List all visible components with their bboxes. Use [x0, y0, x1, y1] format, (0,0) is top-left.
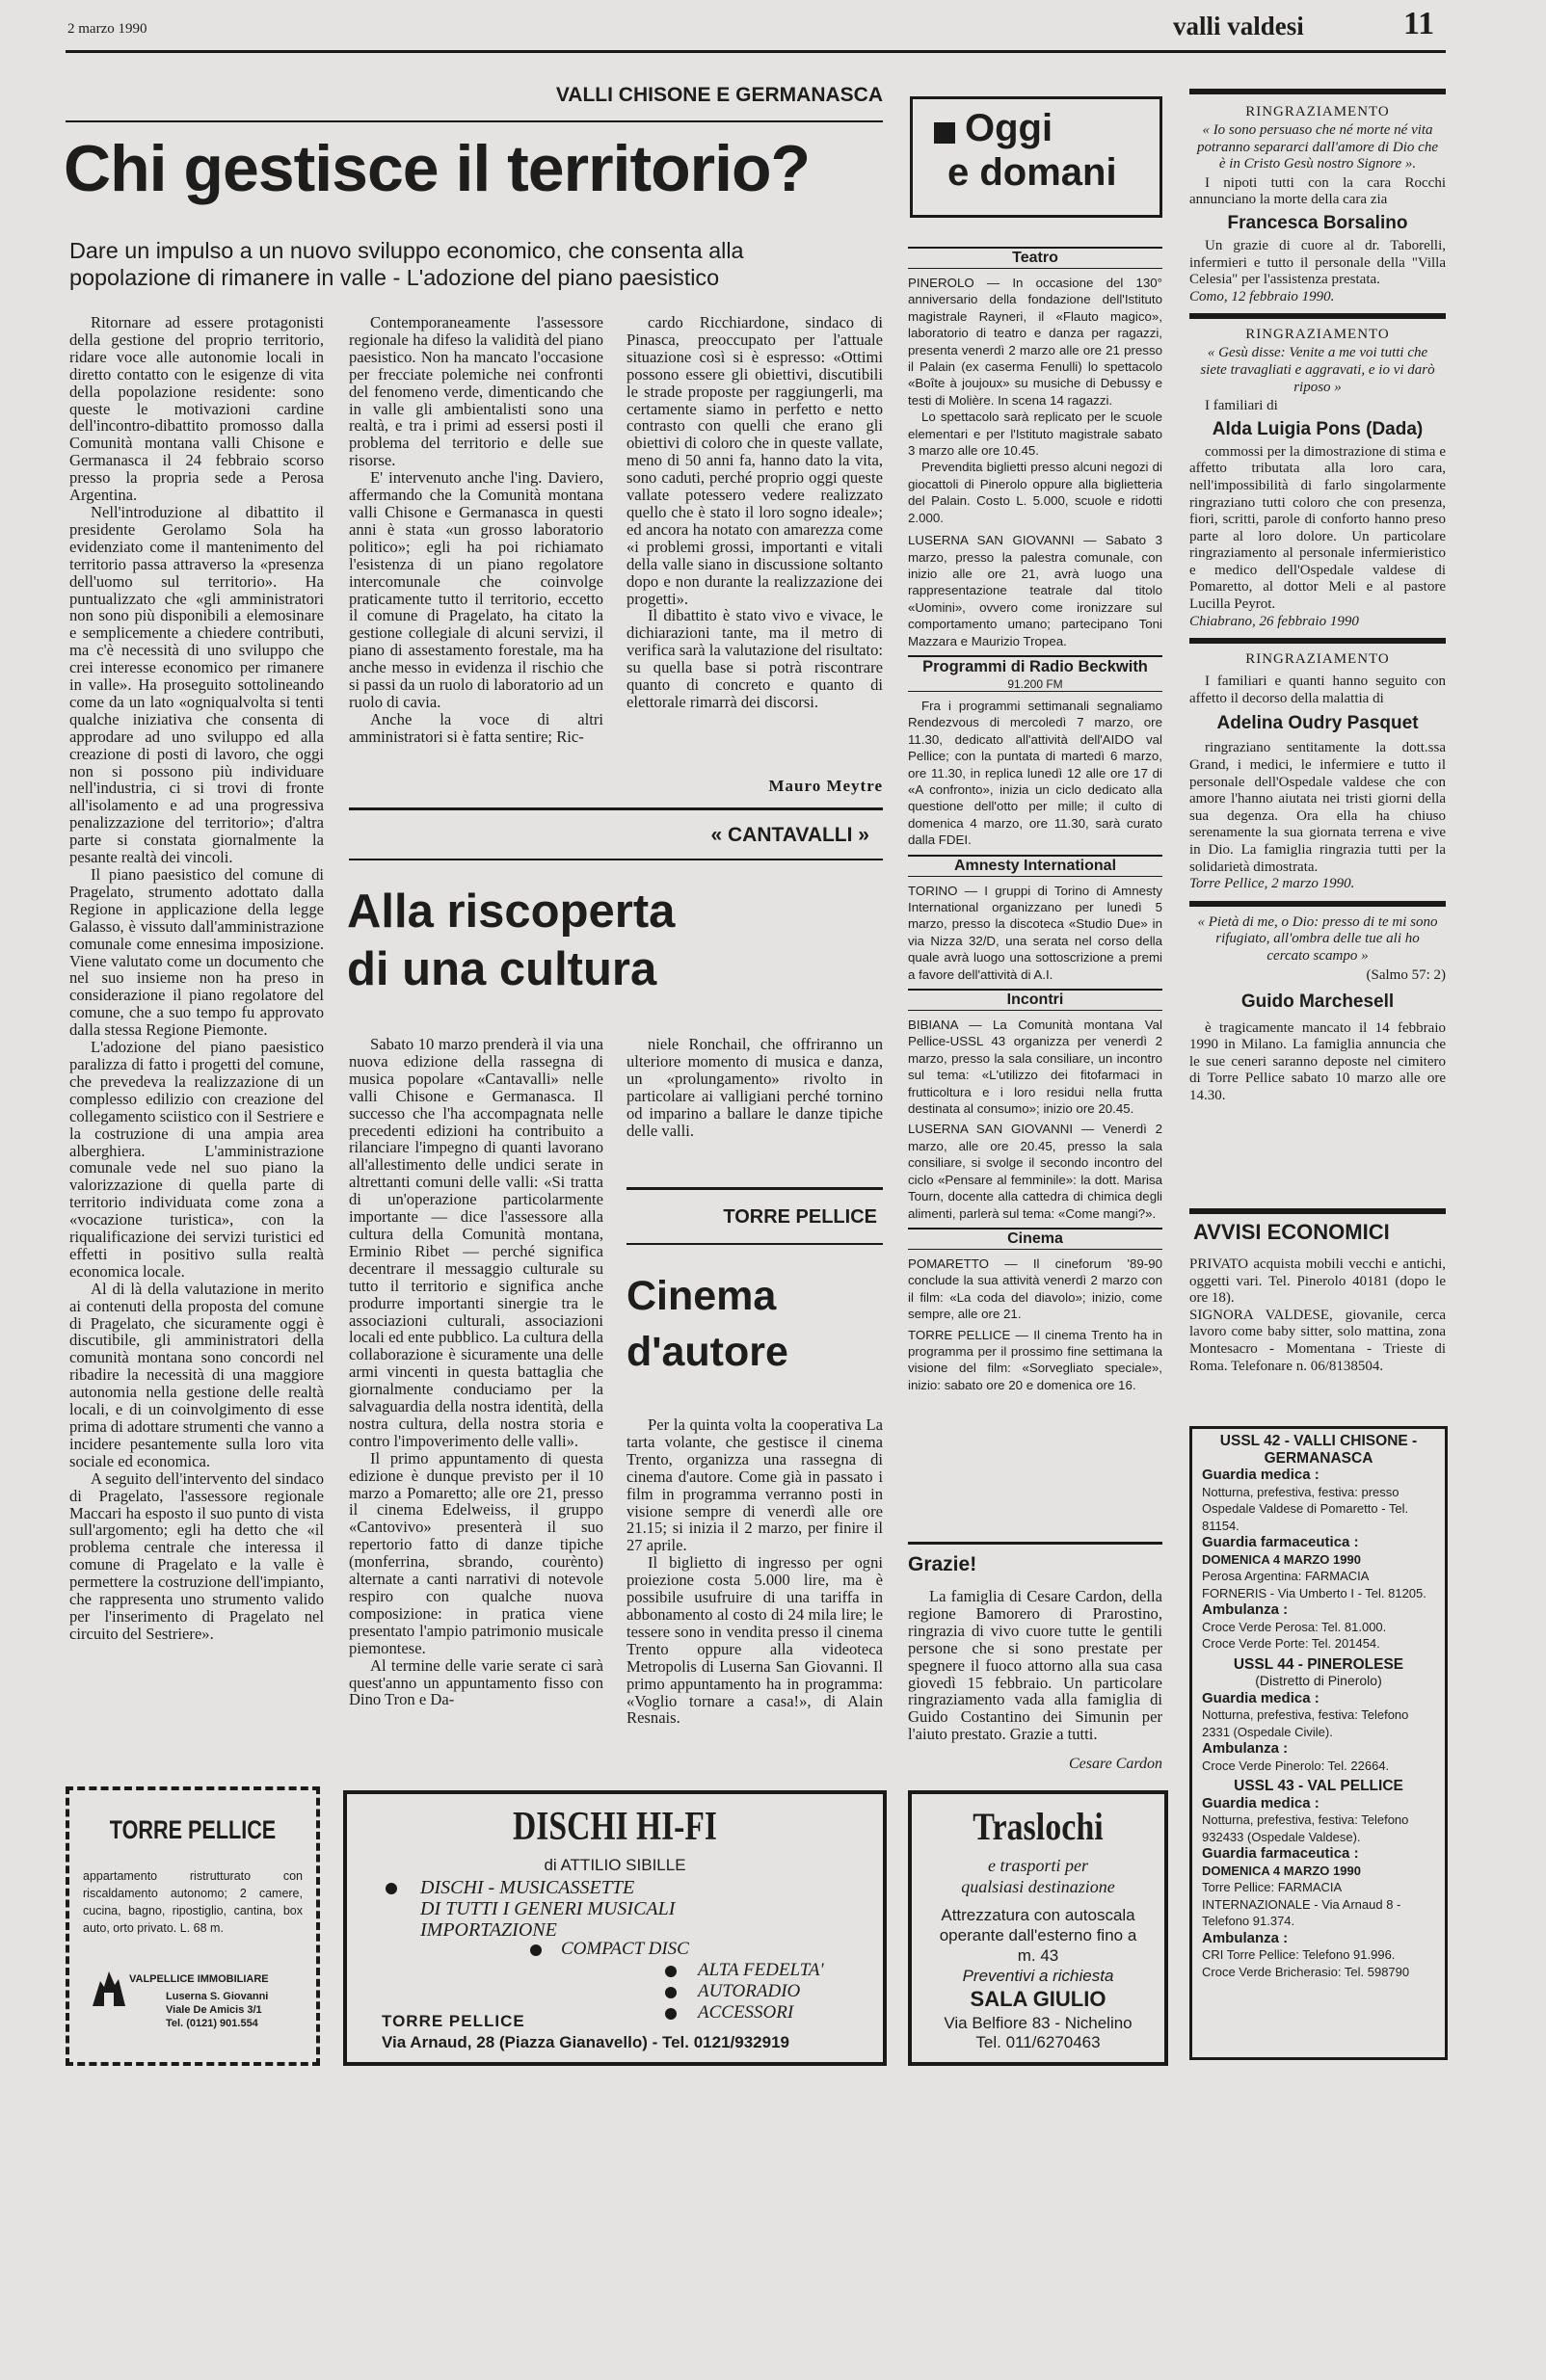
ussl-line: Torre Pellice: FARMACIA INTERNAZIONALE - Via Arnaud 8 - Telefono 91.374.: [1202, 1880, 1401, 1928]
paragraph: Per la quinta volta la cooperativa La tarta volante, che gestisce il cinema Trento, organizza una rassegna di cinema d'autore. Come già in passato i film in programma verranno posti in visione sempre di venerdì alle ore 21.15; si inizia il 2 marzo, per finire il 27 aprile.: [626, 1416, 883, 1555]
article1-subtitle: [69, 237, 889, 291]
ad-traslochi-address: Via Belfiore 83 - Nichelino: [944, 2014, 1133, 2032]
avvisi-list: [1189, 1256, 1446, 1375]
ad-torre-agency: VALPELLICE IMMOBILIARE: [129, 1973, 269, 1985]
article1-col3: [626, 314, 883, 767]
ad-dischi: [343, 1790, 887, 2066]
paragraph: E' intervenuto anche l'ing. Daviero, affermando che la Comunità montana valli Chisone e Germanasca in questi anni è stata «un grosso laboratorio politico»; egli ha poi richiamato l'esistenza di un piano regolatore intercomunale che coinvolge praticamente tutto il territorio, eccetto il comune di Pragelato, ha citato la gestione collegiale di alcuni servizi, il piano di assestamento forestale, ma ha anche messo in evidenza il rischio che si passi da un ruolo di laboratorio ad un ruolo di cavia.: [349, 468, 603, 711]
article2-col2: [626, 1036, 883, 1171]
bullet-icon: [386, 1883, 397, 1894]
article2-title-line1: Alla riscoperta: [347, 886, 676, 938]
ussl-line: Croce Verde Perosa: Tel. 81.000.: [1202, 1619, 1387, 1634]
paragraph: Sabato 10 marzo prenderà il via una nuova edizione della rassegna di musica popolare «Cantavalli» nelle valli Chisone e Germanasca. Il successo che l'ha accompagnata nelle precedenti edizioni ha contribuito a rilanciare l'impegno di quanti lavorano all'allestimento delle undici serate in altrettanti comuni delle valli: «Si tratta di un'operazione particolarmente importante — dice l'assessore alla cultura della Comunità montana, Erminio Ribet — perché significa decentrare il messaggio culturale su tutto il territorio e significa anche produrre importanti sinergie tra le associazioni culturali, associazioni locali ed ente pubblico. La cultura della collaborazione è sicuramente una delle armi vincenti in questa battaglia che giornalmente conduciamo per la salvaguardia della nostra identità, della nostra cultura, della nostra storia e contro l'impoverimento delle valli».: [349, 1036, 603, 1450]
listing: POMARETTO — Il cineforum '89-90 conclude la sua attività venerdì 2 marzo con il film: «La coda del diavolo»; inizio, come sempre, alle ore 21.: [908, 1256, 1162, 1322]
paragraph: Ritornare ad essere protagonisti della gestione del proprio territorio, ridare voce alle autonomie locali in diretto contatto con le esigenze di vita della popolazione residente: sono queste le motivazioni cardine dell'incontro-dibattito promosso dalla Comunità montana valli Chisone e Germanasca il 24 febbraio scorso presso la propria sede a Perosa Argentina.: [69, 314, 324, 505]
thanks-intro: I nipoti tutti con la cara Rocchi annunciano la morte della cara zia: [1189, 174, 1446, 208]
deceased-name: Alda Luigia Pons (Dada): [1212, 418, 1424, 439]
listing: BIBIANA — La Comunità montana Val Pellice-USSL 43 organizza per venerdì 2 marzo, presso la sala consiliare, un incontro sul tema: «L'utilizzo dei fitofarmaci in frutticoltura e i loro residui nella frutta destinata al consumo»; inizio ore 20.45.: [908, 1018, 1162, 1117]
section-head-teatro: Teatro: [908, 247, 1162, 269]
article2-kicker-rule: [349, 859, 883, 860]
bullet-icon: [665, 1966, 677, 1977]
thanks-quote: « Io sono persuaso che né morte né vita potranno separarci dall'amore di Dio che è in Cristo Gesù nostro Signore ».: [1197, 122, 1438, 172]
thanks-text: commossi per la dimostrazione di stima e affetto tributata alla loro cara, nell'impossibilità di farlo singolarmente ringraziano tutti coloro che con presenza, fiori, scritti, parole di conforto hanno preso parte al loro dolore. Un particolare ringraziamento al personale infermieristico e medico dell'Ospedale valdese di Pomaretto, al dottor Meli e al pastore Lucilla Peyrot.: [1189, 443, 1446, 613]
grazie-title: Grazie!: [908, 1553, 977, 1575]
ussl-line: CRI Torre Pellice: Telefono 91.996.: [1202, 1947, 1396, 1962]
article1-subtitle-line1: Dare un impulso a un nuovo sviluppo economico, che consenta alla: [69, 238, 744, 263]
grazie-text: [908, 1588, 1162, 1743]
thanks-quote: « Gesù disse: Venite a me voi tutti che siete travagliati e aggravati, e io vi darò riposo »: [1200, 345, 1435, 395]
article3-title-line2: d'autore: [626, 1329, 788, 1375]
ad-traslochi-sub2: qualsiasi destinazione: [961, 1877, 1115, 1896]
article3-title-line1: Cinema: [626, 1273, 777, 1319]
ussl-title: USSL 44 - PINEROLESE: [1233, 1655, 1404, 1673]
thanks-place: Torre Pellice, 2 marzo 1990.: [1189, 876, 1355, 892]
section-head-amnesty: Amnesty International: [908, 855, 1162, 877]
bullet-icon: [665, 2008, 677, 2020]
oggi-listings: [908, 247, 1162, 1759]
section-head-incontri: Incontri: [908, 989, 1162, 1011]
ussl-line: Croce Verde Pinerolo: Tel. 22664.: [1202, 1758, 1390, 1773]
oggi-title-line1: Oggi: [965, 107, 1053, 149]
article1-subtitle-line2: popolazione di rimanere in valle - L'adozione del piano paesistico: [69, 265, 720, 290]
thanks-text: è tragicamente mancato il 14 febbraio 1990 in Milano. La famiglia annuncia che le sue ceneri saranno deposte nel cimitero di Torre Pellice sabato 10 marzo alle ore 14.30.: [1189, 1019, 1446, 1103]
thanks-divider: [1189, 638, 1446, 644]
ad-traslochi-sub1: e trasporti per: [987, 1856, 1088, 1875]
listing: PINEROLO — In occasione del 130° anniversario della fondazione dell'Istituto magistrale Rayneri, il «Flauto magico», laboratorio di teatro e danza per ragazzi, presenta venerdì 2 marzo alle ore 21 presso il Palain (ex caserma Fenulli) lo spettacolo «Boîte à joujoux» su musiche di Debussy e testi di Molière. In scena 14 ragazzi.: [908, 276, 1162, 408]
ussl-line: Croce Verde Bricherasio: Tel. 598790: [1202, 1964, 1410, 1979]
avvisi-title: AVVISI ECONOMICI: [1193, 1220, 1390, 1244]
ad-traslochi-phone: Tel. 011/6270463: [975, 2033, 1101, 2051]
avviso: SIGNORA VALDESE, giovanile, cerca lavoro come baby sitter, solo mattina, zona Montesacro - Momentana - Trieste di Roma. Telefonare n. 06/8138504.: [1189, 1307, 1446, 1374]
listing: Prevendita biglietti presso alcuni negozi di giocattoli di Pinerolo oppure alla biglietteria del Palain. Costo L. 5.000, scuole e ridotti 2.000.: [908, 460, 1162, 525]
listing: LUSERNA SAN GIOVANNI — Venerdì 2 marzo, alle ore 20.45, presso la sala consiliare, si svolge il secondo incontro del ciclo «Pensare al femminile»: la dott. Marisa Tourn, docente alla cattedra di chimica degli alimenti, parlerà sul tema: «Come mangi?».: [908, 1122, 1162, 1221]
ad-traslochi: [908, 1790, 1168, 2066]
avvisi-top-rule: [1189, 1208, 1446, 1214]
oggi-title-line2: e domani: [947, 151, 1117, 194]
ad-dischi-title: DISCHI HI-FI: [513, 1805, 717, 1849]
thanks-place: Como, 12 febbraio 1990.: [1189, 288, 1335, 304]
article3-kicker: TORRE PELLICE: [723, 1206, 877, 1228]
article2-title: [347, 883, 883, 998]
article2-kicker: « CANTAVALLI »: [710, 824, 869, 846]
article3-kicker-rule: [626, 1243, 883, 1245]
thanks-divider: [1189, 313, 1446, 319]
ussl-heading: Guardia medica :: [1202, 1467, 1319, 1483]
ad-traslochi-line4: Preventivi a richiesta: [962, 1967, 1114, 1985]
listing: Fra i programmi settimanali segnaliamo Rendezvous di mercoledì 7 marzo, ore 11.30, dedicato all'attività dell'AIDO val Pellice; con la puntata di martedì 6 marzo, ore 11.30, in replica lunedì 12 alle ore 17 di «A confronto», inizia un ciclo dedicato alla questione dell'otto per mille; il culto di domenica 4 marzo, ore 11.30, sarà curato dalla FDEI.: [908, 698, 1162, 848]
ad-torre-text: appartamento ristrutturato con riscaldamento autonomo; 2 camere, cucina, bagno, ripostiglio, cantina, box auto, orto privato. L. 68 m.: [83, 1869, 303, 1935]
ad-traslochi-line1: Attrezzatura con autoscala: [941, 1906, 1135, 1924]
listing: Lo spettacolo sarà replicato per le scuole elementari e per l'Istituto magistrale sabato 3 marzo alle ore 10.45.: [908, 410, 1162, 459]
grazie-sign: Cesare Cardon: [1068, 1756, 1162, 1772]
ad-dischi-line6: AUTORADIO: [698, 1981, 801, 2001]
article3-title: [626, 1268, 883, 1380]
thanks-quote: « Pietà di me, o Dio: presso di te mi sono rifugiato, all'ombra delle tue ali ho cercato scampo »: [1197, 913, 1438, 964]
ad-dischi-by: di ATTILIO SIBILLE: [544, 1856, 686, 1874]
article1-title: Chi gestisce il territorio?: [64, 132, 811, 205]
radio-frequency: 91.200 FM: [908, 677, 1162, 692]
ussl-line: Notturna, prefestiva, festiva: presso Ospedale Valdese di Pomaretto - Tel. 81154.: [1202, 1484, 1409, 1533]
paragraph: Il primo appuntamento di questa edizione è dunque previsto per il 10 marzo a Pomaretto; alle ore 21, presso il cinema Edelweiss, il gruppo «Cantovivo» presenterà il suo repertorio fatto di danze tipiche (monferrina, sbrando, courènto) alternate a canti narrativi di notevole respiro con qualche nuova composizione: in pratica viene presentato l'ampio patrimonio musicale piemontese.: [349, 1448, 603, 1657]
thanks-heading: RINGRAZIAMENTO: [1245, 104, 1390, 119]
paragraph: Contemporaneamente l'assessore regionale ha difeso la validità del piano paesistico. Non ha mancato l'occasione per frecciate polemiche nei confronti del fenomeno verde, dimenticando che in valle gli ambientalisti sono una realtà, e tra i primi ad essersi posti il problema del territorio e delle sue risorse.: [349, 314, 603, 470]
ussl-line: Notturna, prefestiva, festiva: Telefono 932433 (Ospedale Valdese).: [1202, 1812, 1409, 1844]
paragraph: La famiglia di Cesare Cardon, della regione Bamorero di Prarostino, ringrazia di vivo cuore tutte le gentili persone che si sono prestate per spegnere il fuoco attorno alla sua casa giovedì 15 febbraio. Un particolare ringraziamento vada alla famiglia di Guido Costantino dei Simunin per l'aiuto prestato. Grazie a tutti.: [908, 1587, 1162, 1744]
ad-traslochi-line3: m. 43: [1017, 1946, 1059, 1965]
thanks-heading: RINGRAZIAMENTO: [1245, 327, 1390, 343]
ussl-title: USSL 43 - VAL PELLICE: [1234, 1778, 1403, 1794]
deceased-name: Adelina Oudry Pasquet: [1216, 713, 1419, 734]
bullet-icon: [530, 1944, 542, 1956]
bullet-icon: [665, 1987, 677, 1998]
listing: LUSERNA SAN GIOVANNI — Sabato 3 marzo, presso la palestra comunale, con inizio alle ore 21, avrà luogo una rappresentazione teatrale dal titolo «Uomini», ovvero come ironizzare sul comportamento umano; partecipano Toni Mazzara e Maurizio Tropea.: [908, 533, 1162, 648]
ad-torre-address2: Viale De Amicis 3/1: [166, 2004, 262, 2016]
oggi-domani-box: [910, 96, 1162, 218]
ad-dischi-line7: ACCESSORI: [698, 2002, 794, 2023]
thanks-text: ringraziano sentitamente la dott.ssa Grand, i medici, le infermiere e tutto il personale dell'Ospedale valdese che con amore l'hanno aiutata nei tristi giorni della sua degenza. Ora ella ha chiuso serenamente la sua giornata terrena e vive in Dio. La famiglia ringrazia tutti per la solidarietà dimostrata.: [1189, 740, 1446, 875]
ad-dischi-address: Via Arnaud, 28 (Piazza Gianavello) - Tel. 0121/932919: [382, 2033, 789, 2051]
ussl-box: [1189, 1426, 1448, 2060]
paragraph: cardo Ricchiardone, sindaco di Pinasca, preoccupato per l'attuale situazione così si è espresso: «Ottimi possono essere gli obiettivi, discutibili le strade proposte per raggiungerli, ma certamente siamo in perfetto e netto contrasto con quelli che erano gli obiettivi di coloro che in queste vallate, meno di 50 anni fa, hanno dato la vita, sono caduti, perché proprio oggi queste vallate potessero vedere realizzato quello che è stato il loro sogno ideale»; ed ancora ha notato con amarezza come «i problemi grossi, importanti e vitali della valle siano in discussione soltanto dopo e non durante la realizzazione dei progetti».: [626, 314, 883, 608]
article1-author: Mauro Meytre: [768, 777, 883, 795]
ussl-heading: Guardia medica :: [1202, 1689, 1319, 1706]
article1-col2: [349, 314, 603, 777]
ad-dischi-line4: COMPACT DISC: [561, 1939, 689, 1959]
ad-dischi-line2: DI TUTTI I GENERI MUSICALI: [420, 1898, 676, 1919]
ussl-line: Notturna, prefestiva, festiva: Telefono 2331 (Ospedale Civile).: [1202, 1707, 1409, 1739]
ussl-line: DOMENICA 4 MARZO 1990: [1202, 1551, 1361, 1567]
ad-traslochi-line2: operante dall'esterno fino a: [939, 1926, 1137, 1944]
agency-logo-icon: [91, 1968, 127, 2008]
paragraph: A seguito dell'intervento del sindaco di Pragelato, l'assessore regionale Maccari ha esposto il suo punto di vista sull'argomento; egli ha detto che «il problema centrale che interessa il comune di Pragelato e la valle è permettere la costruzione dell'impianto, che rappresenta uno strumento valido per l'inserimento di Pragelato nel circuito del Sestriere».: [69, 1468, 324, 1643]
ad-torre-phone: Tel. (0121) 901.554: [166, 2018, 258, 2029]
article1-kicker-rule: [66, 120, 883, 122]
ussl-heading: Guardia medica :: [1202, 1794, 1319, 1811]
ad-dischi-city: TORRE PELLICE: [382, 2012, 525, 2030]
ussl-line: Croce Verde Porte: Tel. 201454.: [1202, 1636, 1380, 1651]
ad-dischi-line1: DISCHI - MUSICASSETTE: [420, 1877, 635, 1898]
paragraph: Il piano paesistico del comune di Pragelato, strumento adottato dalla Regione in applicazione della legge Galasso, è vissuto dall'amministrazione comunale come ennesima imposizione. Viene valutato come un documento che nel suo insieme non ha preso in considerazione il piano regolatore del comune, che a suo tempo fu approvato dalla stessa Regione Piemonte.: [69, 865, 324, 1040]
paragraph: Anche la voce di altri amministratori si è fatta sentire; Ric-: [349, 709, 603, 746]
thanks-top-rule: [1189, 89, 1446, 94]
deceased-name: Guido Marchesell: [1240, 991, 1395, 1012]
ussl-subtitle: (Distretto di Pinerolo): [1255, 1673, 1382, 1688]
article3-top-rule: [626, 1187, 883, 1190]
page-number: 11: [1403, 6, 1435, 41]
square-icon: [934, 122, 955, 144]
ussl-heading: Ambulanza :: [1202, 1740, 1289, 1757]
ussl-heading: Ambulanza :: [1202, 1929, 1289, 1946]
paragraph: Al di là della valutazione in merito ai contenuti della proposta del comune di Pragelato, che sicuramente oggi è discutibile, gli amministratori della comunità montana sono concordi nel ribadire la necessità di una maggiore autonomia nella gestione delle realtà locali, e di un coinvolgimento di esse prima di adottare strumenti che vanno a incidere pesantemente sulla loro vita sociale ed economica.: [69, 1279, 324, 1470]
thanks-divider: [1189, 901, 1446, 907]
article2-title-line2: di una cultura: [347, 943, 657, 995]
ussl-line: DOMENICA 4 MARZO 1990: [1202, 1863, 1361, 1878]
grazie-top-rule: [908, 1542, 1162, 1545]
article1-kicker: VALLI CHISONE E GERMANASCA: [555, 84, 883, 106]
thanks-heading: RINGRAZIAMENTO: [1245, 651, 1390, 668]
article2-top-rule: [349, 807, 883, 810]
ad-torre-pellice: [66, 1786, 320, 2066]
thanks-column: [1189, 104, 1446, 1181]
ad-traslochi-title: Traslochi: [973, 1805, 1104, 1848]
paragraph: niele Ronchail, che offriranno un ulteriore momento di musica e danza, un «prolungamento» rivolto in particolare ai valligiani perché tornino od imparino a ballare le danze tipiche delle valli.: [626, 1036, 883, 1140]
thanks-intro: I familiari di: [1205, 398, 1278, 414]
ad-traslochi-name: SALA GIULIO: [970, 1987, 1106, 2011]
newspaper-name: valli valdesi: [1173, 12, 1304, 40]
avviso: PRIVATO acquista mobili vecchi e antichi, oggetti vari. Tel. Pinerolo 40181 (dopo le ore 18).: [1189, 1256, 1446, 1307]
ussl-heading: Ambulanza :: [1202, 1601, 1289, 1618]
paragraph: Il biglietto di ingresso per ogni proiezione costa 5.000 lire, ma è possibile usufruire di una tariffa in abbonamento al costo di 24 mila lire; le tessere sono in vendita presso il cinema Trento oppure alla videoteca Metropolis di Luserna San Giovanni. Il primo appuntamento ha in programma: «Voglio tornare a casa!», di Alain Resnais.: [626, 1553, 883, 1728]
ad-torre-address1: Luserna S. Giovanni: [166, 1991, 269, 2002]
ussl-heading: Guardia farmaceutica :: [1202, 1534, 1359, 1550]
header-rule: [66, 50, 1446, 53]
paragraph: Il dibattito è stato vivo e vivace, le dichiarazioni tante, ma il metro di verifica sarà la valutazione del risultato: su quella base si potrà riscontrare quanto di concreto e quanto di elettorale rimarrà dei discorsi.: [626, 606, 883, 711]
page-date: 2 marzo 1990: [67, 21, 147, 37]
ad-dischi-line5: ALTA FEDELTA': [698, 1960, 824, 1980]
ussl-line: Perosa Argentina: FARMACIA FORNERIS - Via Umberto I - Tel. 81205.: [1202, 1569, 1426, 1600]
section-head-radio: Programmi di Radio Beckwith: [908, 655, 1162, 677]
paragraph: Al termine delle varie serate ci sarà quest'anno un appuntamento fisso con Dino Tron e Da-: [349, 1655, 603, 1709]
thanks-place: Chiabrano, 26 febbraio 1990: [1189, 613, 1359, 629]
ad-dischi-line3: IMPORTAZIONE: [420, 1919, 557, 1941]
paragraph: L'adozione del piano paesistico paralizza di fatto i progetti del comune, che prevedeva la realizzazione di un complesso edilizio con creazione del collegamento sciistico con il Sestriere e la costruzione di una ampia area alberghiera. L'amministrazione comunale vede nel suo piano la valorizzazione di quella parte di territorio individuata come zona a «vocazione turistica», con la riqualificazione dei servizi turistici ed effetti in positivo sulla realtà economica locale.: [69, 1038, 324, 1281]
paragraph: Nell'introduzione al dibattito il presidente Gerolamo Sola ha evidenziato come il mantenimento del territorio passa attraverso la «presenza dell'uomo sul territorio». Ha puntualizzato che «gli amministratori non sono più disponibili a elemosinare e semplicemente a chiedere contributi, ma c'è necessità di uno sviluppo che crei interesse economico per rimanere in valle». Ha proseguito sottolineando come da un lato «ogniqualvolta si tenti qualche iniziativa che consenta di approdare ad uno sviluppo ed alla creazione di posti di lavoro, che oggi non si possono più individuare nell'industria, ci si trovi di fronte all'isolamento e ad una progressiva penalizzazione del territorio»; d'altra parte si constata giornalmente la pesante realtà dei vincoli.: [69, 502, 324, 867]
ussl-title: USSL 42 - VALLI CHISONE - GERMANASCA: [1219, 1433, 1418, 1467]
ussl-heading: Guardia farmaceutica :: [1202, 1845, 1359, 1862]
thanks-ref: (Salmo 57: 2): [1366, 966, 1446, 983]
ad-torre-title: TORRE PELLICE: [109, 1815, 277, 1844]
deceased-name: Francesca Borsalino: [1227, 212, 1408, 233]
listing: TORINO — I gruppi di Torino di Amnesty International organizzano per lunedì 5 marzo, presso la discoteca «Studio Due» in via Nizza 32/D, una serata nel corso della quale avrà luogo una sottoscrizione a premi a favore dell'attività di A.I.: [908, 883, 1162, 982]
thanks-intro: I familiari e quanti hanno seguito con affetto il decorso della malattia di: [1189, 674, 1446, 706]
thanks-text: Un grazie di cuore al dr. Taborelli, infermieri e tutto il personale della "Villa Celesia" per l'assistenza prestata.: [1189, 237, 1446, 288]
section-head-cinema: Cinema: [908, 1228, 1162, 1250]
listing: TORRE PELLICE — Il cinema Trento ha in programma per il prossimo fine settimana la visione del film: «Sorvegliato speciale», inizio: sabato ore 20 e domenica ore 16.: [908, 1327, 1162, 1392]
